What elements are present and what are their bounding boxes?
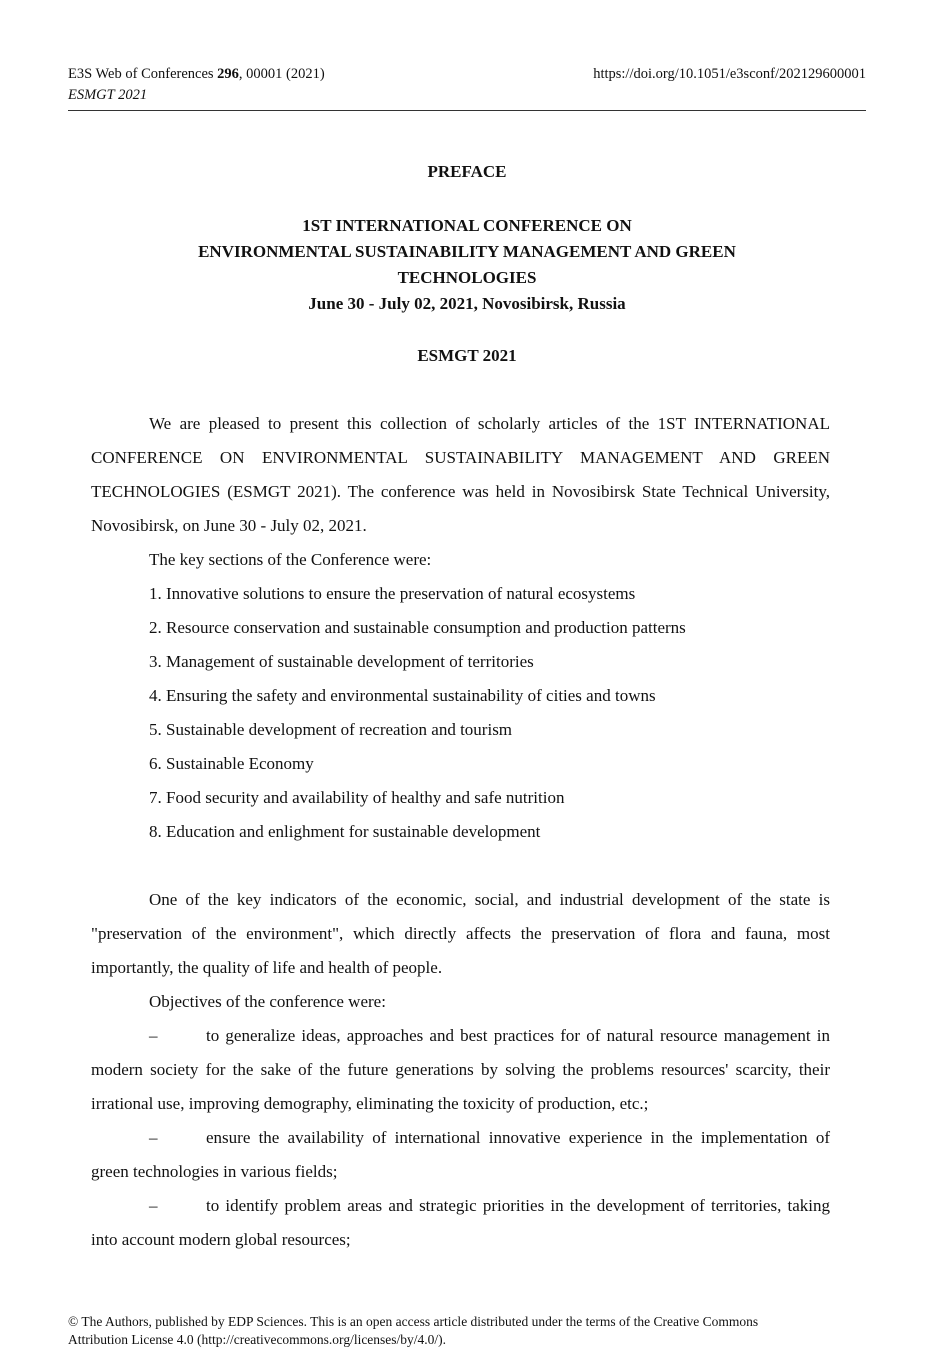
list-item: 7. Food security and availability of healthy and safe nutrition xyxy=(149,788,565,807)
intro-paragraph: We are pleased to present this collection of scholarly articles of the 1ST INTERNATIONAL CONFERENCE ON ENVIRONMENTAL SUSTAINABILITY MANAGEMENT AND GREEN TECHNOLOGIES (ESMGT 2021). The conference was held in Novosibirsk State Technical University, Novosibirsk, on June 30 - July 02, 2021. xyxy=(91,414,830,535)
conference-dates-location: June 30 - July 02, 2021, Novosibirsk, Russia xyxy=(308,294,626,313)
article-number: , 00001 (2021) xyxy=(238,66,325,82)
indicators-paragraph: One of the key indicators of the economic, social, and industrial development of the state is "preservation of the environment", which directly affects the preservation of flora and fauna, most importantly, the quality of life and health of people. xyxy=(91,890,830,977)
license-footer xyxy=(68,1313,866,1349)
conference-acronym: ESMGT 2021 xyxy=(417,346,517,365)
conference-title-line: 1ST INTERNATIONAL CONFERENCE ON xyxy=(302,216,632,235)
objectives-intro: Objectives of the conference were: xyxy=(149,992,386,1011)
page-header xyxy=(68,62,866,111)
dash-bullet: – xyxy=(149,1128,158,1147)
document-body xyxy=(91,407,830,1257)
sections-list xyxy=(91,577,830,849)
objective-item xyxy=(91,1121,830,1189)
list-item: 3. Management of sustainable development of territories xyxy=(149,652,534,671)
conference-title xyxy=(68,213,866,317)
objective-item xyxy=(91,1019,830,1121)
list-item: 1. Innovative solutions to ensure the preservation of natural ecosystems xyxy=(149,584,636,603)
objective-text: ensure the availability of international innovative experience in the implementation of green technologies in various fields; xyxy=(91,1128,830,1181)
dash-bullet: – xyxy=(149,1026,158,1045)
list-item: 5. Sustainable development of recreation and tourism xyxy=(149,720,513,739)
list-item: 4. Ensuring the safety and environmental sustainability of cities and towns xyxy=(149,686,656,705)
conference-short-name: ESMGT 2021 xyxy=(68,87,148,103)
journal-name: E3S Web of Conferences xyxy=(68,66,218,82)
sections-intro: The key sections of the Conference were: xyxy=(149,550,432,569)
doi-link[interactable]: https://doi.org/10.1051/e3sconf/202129600001 xyxy=(593,66,866,82)
spacer xyxy=(91,849,830,883)
objective-item xyxy=(91,1189,830,1257)
license-line: Attribution License 4.0 (http://creativecommons.org/licenses/by/4.0/). xyxy=(68,1332,447,1347)
conference-title-line: ENVIRONMENTAL SUSTAINABILITY MANAGEMENT AND GREEN xyxy=(198,242,736,261)
journal-volume: 296 xyxy=(217,66,239,82)
conference-title-line: TECHNOLOGIES xyxy=(397,268,537,287)
list-item: 8. Education and enlighment for sustainable development xyxy=(149,822,541,841)
list-item: 6. Sustainable Economy xyxy=(149,754,314,773)
objective-text: to generalize ideas, approaches and best practices for of natural resource management in modern society for the sake of the future generations by solving the problems resources' scarcity, their irrational use, improving demography, eliminating the toxicity of production, etc.; xyxy=(91,1026,830,1113)
objective-text: to identify problem areas and strategic priorities in the development of territories, taking into account modern global resources; xyxy=(91,1196,830,1249)
preface-title: PREFACE xyxy=(427,162,507,181)
list-item: 2. Resource conservation and sustainable consumption and production patterns xyxy=(149,618,686,637)
license-line: © The Authors, published by EDP Sciences. This is an open access article distributed under the terms of the Creative Commons xyxy=(68,1314,759,1329)
dash-bullet: – xyxy=(149,1196,158,1215)
journal-citation xyxy=(68,64,325,106)
